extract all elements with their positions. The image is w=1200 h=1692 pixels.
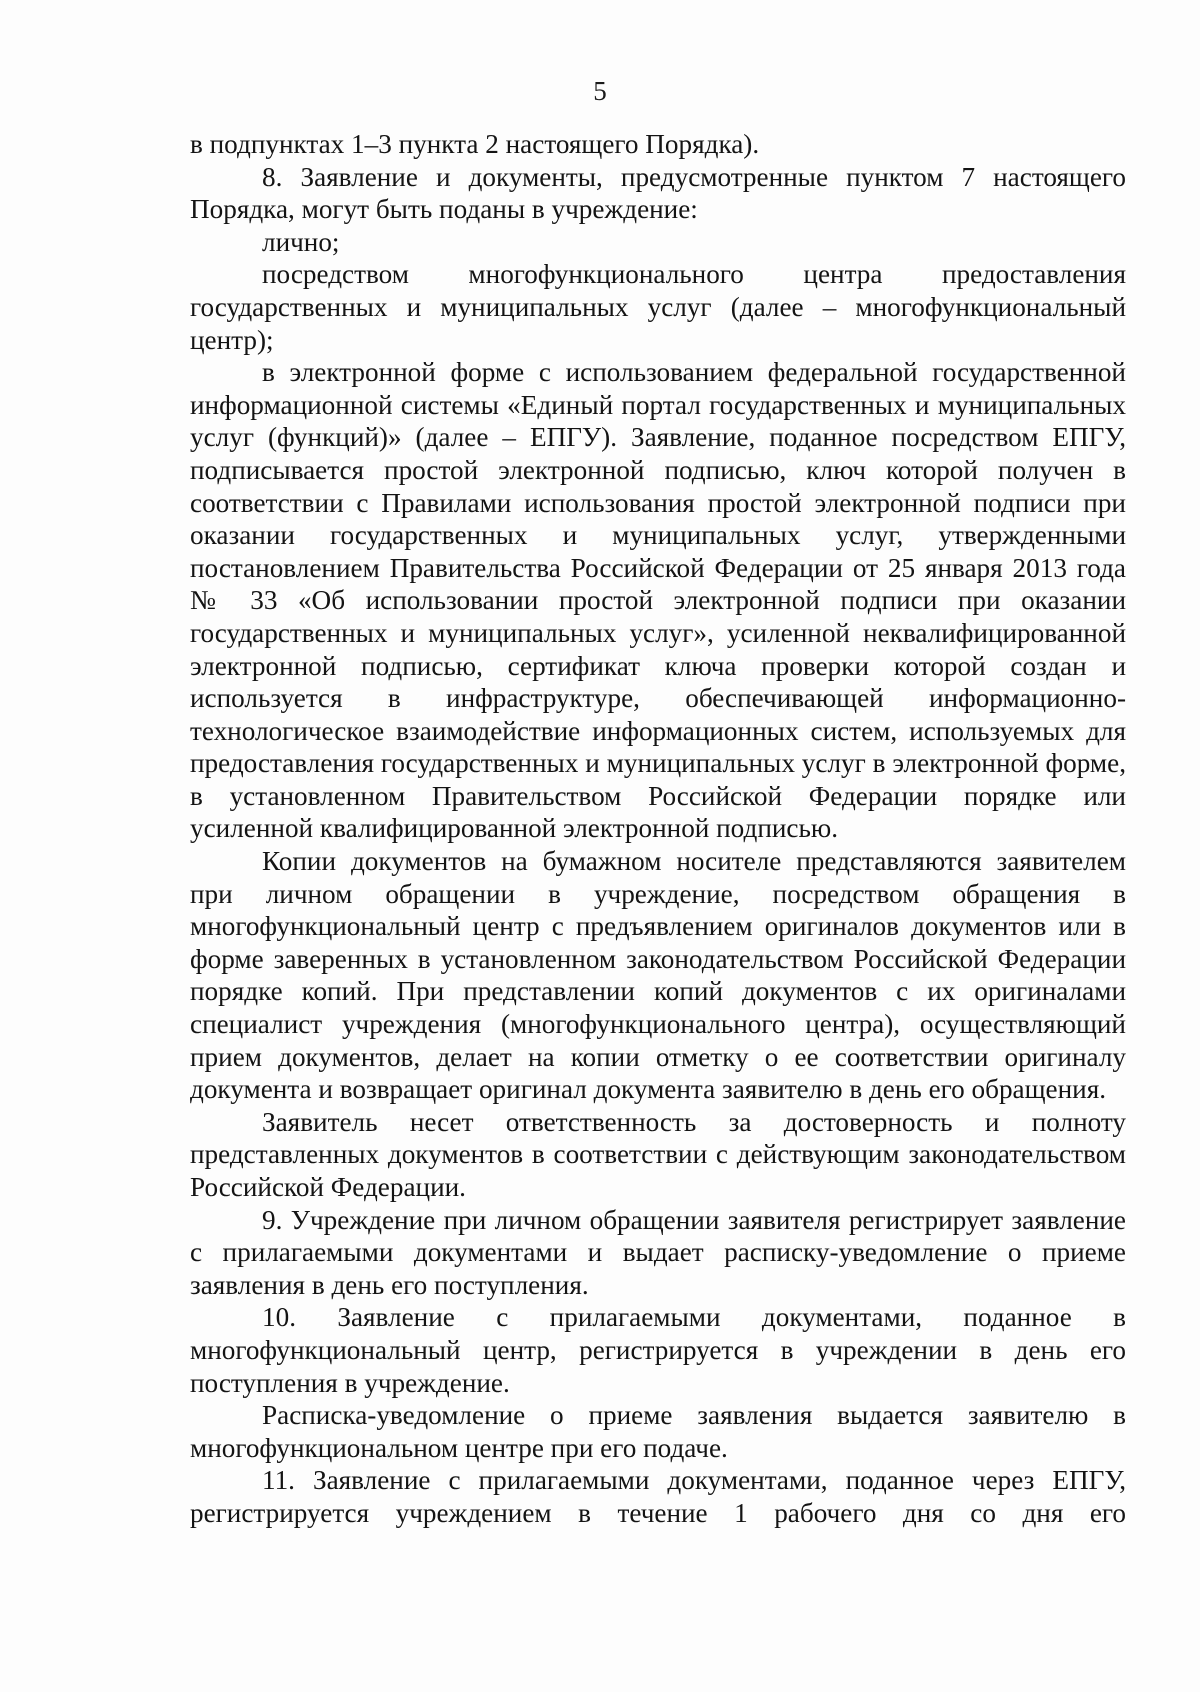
- paragraph-copies: Копии документов на бумажном носителе представляются заявителем при личном обращении в учреждение, посредством обращения в многофункциональный центр с предъявлением оригиналов документов или в форме заверенных в установленном законодательством Российской Федерации порядке копий. При представлении копий документов с их оригиналами специалист учреждения (многофункционального центра), осуществляющий прием документов, делает на копии отметку о ее соответствии оригиналу документа и возвращает оригинал документа заявителю в день его обращения.: [190, 846, 1126, 1105]
- paragraph-continuation: в подпунктах 1–3 пункта 2 настоящего Порядка).: [190, 129, 760, 159]
- paragraph-item-8: 8. Заявление и документы, предусмотренные пунктом 7 настоящего Порядка, могут быть поданы в учреждение:: [190, 161, 1126, 225]
- paragraph-receipt: Расписка-уведомление о приеме заявления выдается заявителю в многофункциональном центре при его подаче.: [190, 1400, 1126, 1463]
- document-body: [190, 128, 1126, 1530]
- paragraph-option-personally: лично;: [262, 226, 340, 257]
- paragraph-option-electronic: в электронной форме с использованием федеральной государственной информационной системы «Единый портал государственных и муниципальных услуг (функций)» (далее – ЕПГУ). Заявление, поданное посредством ЕПГУ, подписывается простой электронной подписью, ключ которой получен в соответствии с Правилами использования простой электронной подписи при оказании государственных и муниципальных услуг, утвержденными постановлением Правительства Российской Федерации от 25 января 2013 года № 33 «Об использовании простой электронной подписи при оказании государственных и муниципальных услуг», усиленной неквалифицированной электронной подписью, сертификат ключа проверки которой создан и используется в инфраструктуре, обеспечивающей информационно-технологическое взаимодействие информационных систем, используемых для предоставления государственных и муниципальных услуг в электронной форме, в установленном Правительством Российской Федерации порядке или усиленной квалифицированной электронной подписью.: [190, 357, 1126, 844]
- paragraph-item-10: 10. Заявление с прилагаемыми документами, поданное в многофункциональный центр, регистрируется в учреждении в день его поступления в учреждение.: [190, 1302, 1126, 1398]
- paragraph-item-9: 9. Учреждение при личном обращении заявителя регистрирует заявление с прилагаемыми документами и выдает расписку-уведомление о приеме заявления в день его поступления.: [190, 1204, 1126, 1300]
- paragraph-responsibility: Заявитель несет ответственность за достоверность и полноту представленных документов в соответствии с действующим законодательством Российской Федерации.: [190, 1106, 1126, 1202]
- page-number: 5: [593, 76, 607, 106]
- paragraph-item-11: 11. Заявление с прилагаемыми документами, поданное через ЕПГУ, регистрируется учреждением в течение 1 рабочего дня со дня его: [190, 1465, 1126, 1528]
- paragraph-option-mfc: посредством многофункционального центра предоставления государственных и муниципальных услуг (далее – многофункциональный центр);: [190, 259, 1126, 355]
